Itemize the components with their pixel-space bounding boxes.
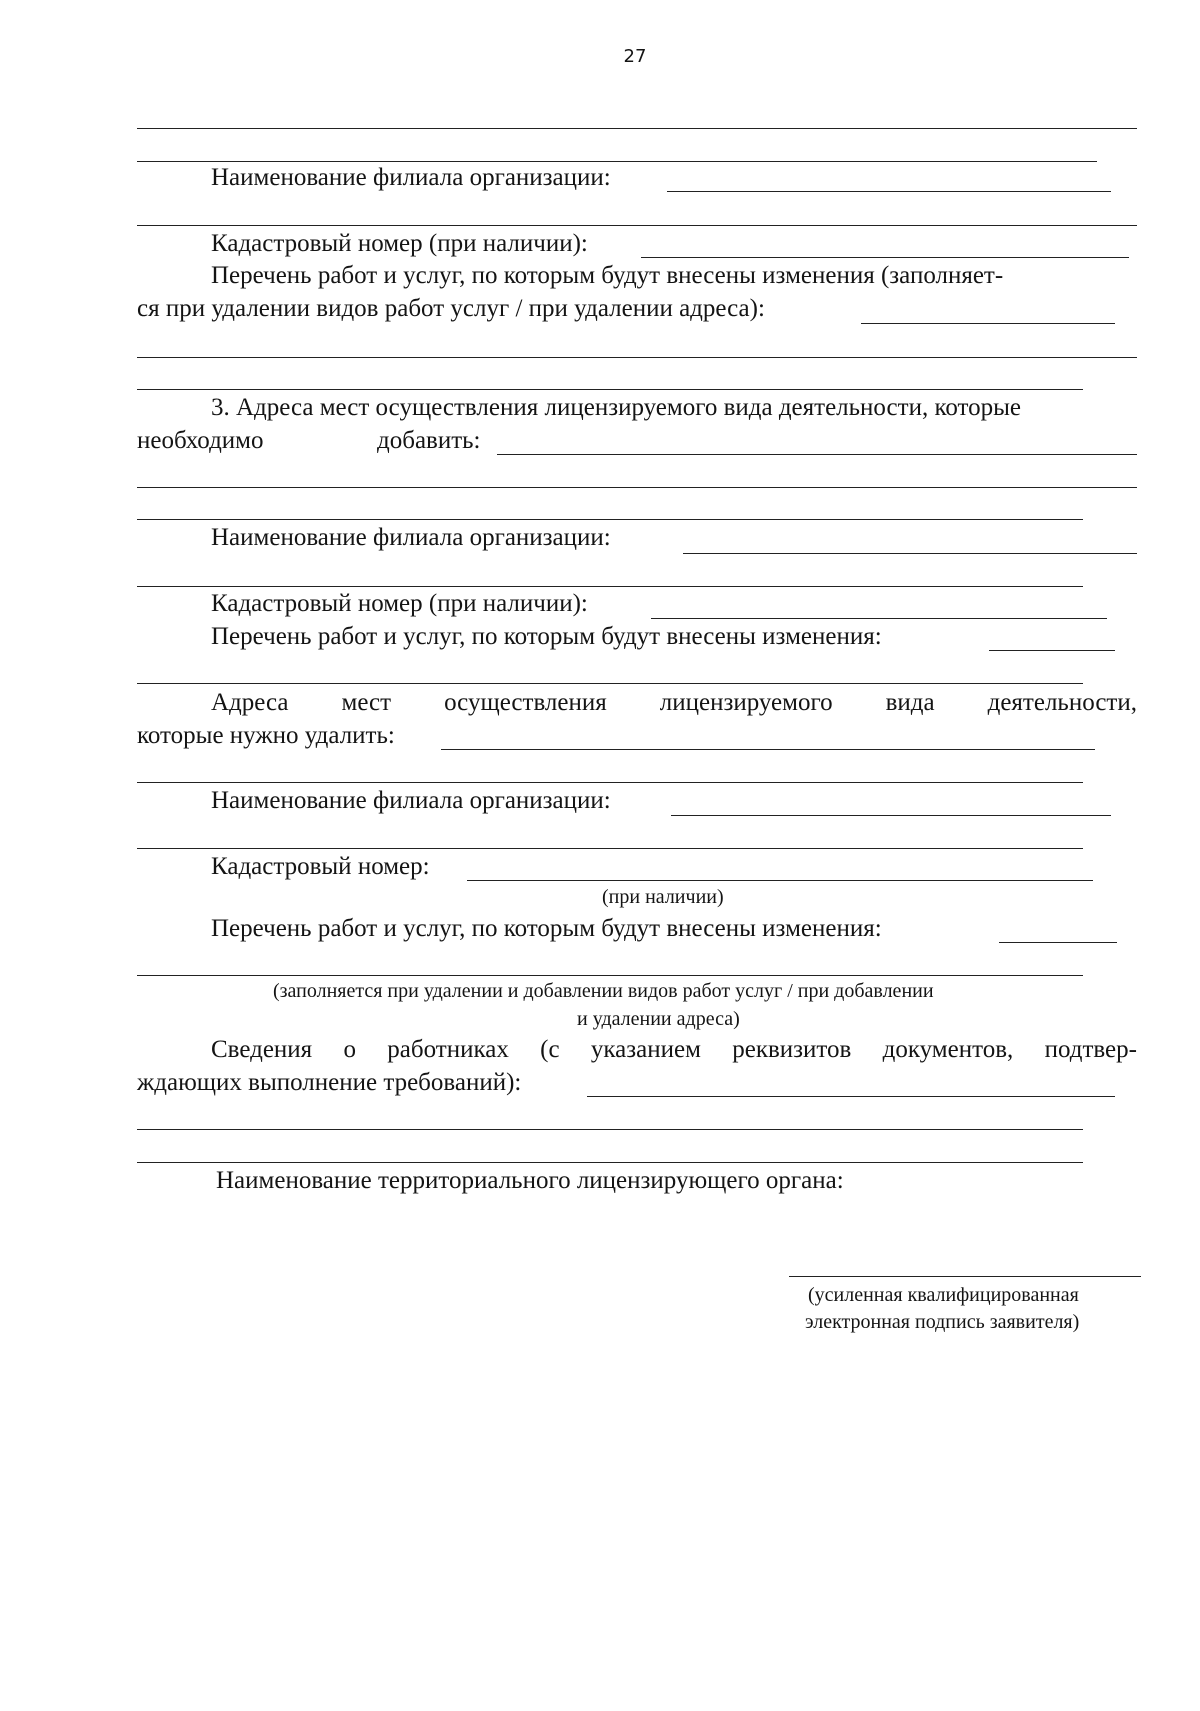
heading-word: лицензируемого xyxy=(659,689,833,716)
heading-word: мест xyxy=(341,689,392,716)
heading-word: осуществления xyxy=(444,689,607,716)
employees-label-line2: ждающих выполнение требований): xyxy=(137,1069,522,1096)
signature-line[interactable] xyxy=(789,1276,1141,1277)
works-list-field[interactable] xyxy=(861,323,1115,324)
blank-line xyxy=(137,519,1083,520)
label-word: (с xyxy=(540,1036,560,1063)
label-word: работниках xyxy=(387,1036,509,1063)
heading-word: Адреса xyxy=(211,689,289,716)
blank-line xyxy=(137,1129,1083,1130)
label-word: Сведения xyxy=(211,1036,313,1063)
works-list-field[interactable] xyxy=(999,942,1117,943)
branch-name-label: Наименование филиала организации: xyxy=(211,164,611,191)
fill-note-line2: и удалении адреса) xyxy=(577,1008,740,1030)
section3-heading-line2-a: необходимо xyxy=(137,427,264,454)
works-list-label-line2: ся при удалении видов работ услуг / при удалении адреса): xyxy=(137,295,765,322)
remove-address-field[interactable] xyxy=(441,749,1095,750)
works-list-label-line1: Перечень работ и услуг, по которым будут внесены изменения (заполняет- xyxy=(211,262,1004,289)
label-word: подтвер- xyxy=(1044,1036,1137,1063)
add-address-field[interactable] xyxy=(497,454,1137,455)
label-word: документов, xyxy=(882,1036,1014,1063)
label-word: реквизитов xyxy=(732,1036,852,1063)
fill-note-line1: (заполняется при удалении и добавлении видов работ услуг / при добавлении xyxy=(273,980,934,1002)
blank-line xyxy=(137,357,1137,358)
signature-caption-line2: электронная подпись заявителя) xyxy=(805,1311,1080,1333)
cadastral-label: Кадастровый номер: xyxy=(211,853,430,880)
licensing-authority-label: Наименование территориального лицензирующего органа: xyxy=(216,1167,844,1194)
blank-line xyxy=(137,161,1097,162)
blank-line xyxy=(137,389,1083,390)
cadastral-note: (при наличии) xyxy=(602,886,724,908)
cadastral-label: Кадастровый номер (при наличии): xyxy=(211,590,588,617)
works-list-label: Перечень работ и услуг, по которым будут внесены изменения: xyxy=(211,623,882,650)
branch-name-field[interactable] xyxy=(683,553,1137,554)
blank-line xyxy=(137,586,1083,587)
blank-line xyxy=(137,1162,1083,1163)
branch-name-field[interactable] xyxy=(667,191,1111,192)
label-word: указанием xyxy=(590,1036,701,1063)
works-list-label: Перечень работ и услуг, по которым будут внесены изменения: xyxy=(211,915,882,942)
remove-heading-line2: которые нужно удалить: xyxy=(137,722,395,749)
branch-name-label: Наименование филиала организации: xyxy=(211,524,611,551)
blank-line xyxy=(137,225,1137,226)
label-word: о xyxy=(343,1036,356,1063)
blank-line xyxy=(137,782,1083,783)
branch-name-label: Наименование филиала организации: xyxy=(211,787,611,814)
employees-label-line1 xyxy=(211,1035,1137,1065)
blank-line xyxy=(137,975,1083,976)
signature-caption-line1: (усиленная квалифицированная xyxy=(808,1284,1079,1306)
employees-field[interactable] xyxy=(587,1096,1115,1097)
branch-name-field[interactable] xyxy=(671,815,1111,816)
section3-heading-line1: 3. Адреса мест осуществления лицензируемого вида деятельности, которые xyxy=(211,394,1021,421)
remove-heading-line1 xyxy=(211,688,1137,718)
blank-line xyxy=(137,487,1137,488)
blank-line xyxy=(137,128,1137,129)
page-number: 27 xyxy=(623,46,647,67)
blank-line xyxy=(137,848,1083,849)
cadastral-field[interactable] xyxy=(467,880,1093,881)
cadastral-field[interactable] xyxy=(651,618,1107,619)
section3-heading-line2-b: добавить: xyxy=(377,427,481,454)
cadastral-label: Кадастровый номер (при наличии): xyxy=(211,230,588,257)
blank-line xyxy=(137,683,1083,684)
heading-word: деятельности, xyxy=(987,689,1137,716)
heading-word: вида xyxy=(885,689,935,716)
works-list-field[interactable] xyxy=(989,650,1115,651)
cadastral-field[interactable] xyxy=(641,257,1129,258)
